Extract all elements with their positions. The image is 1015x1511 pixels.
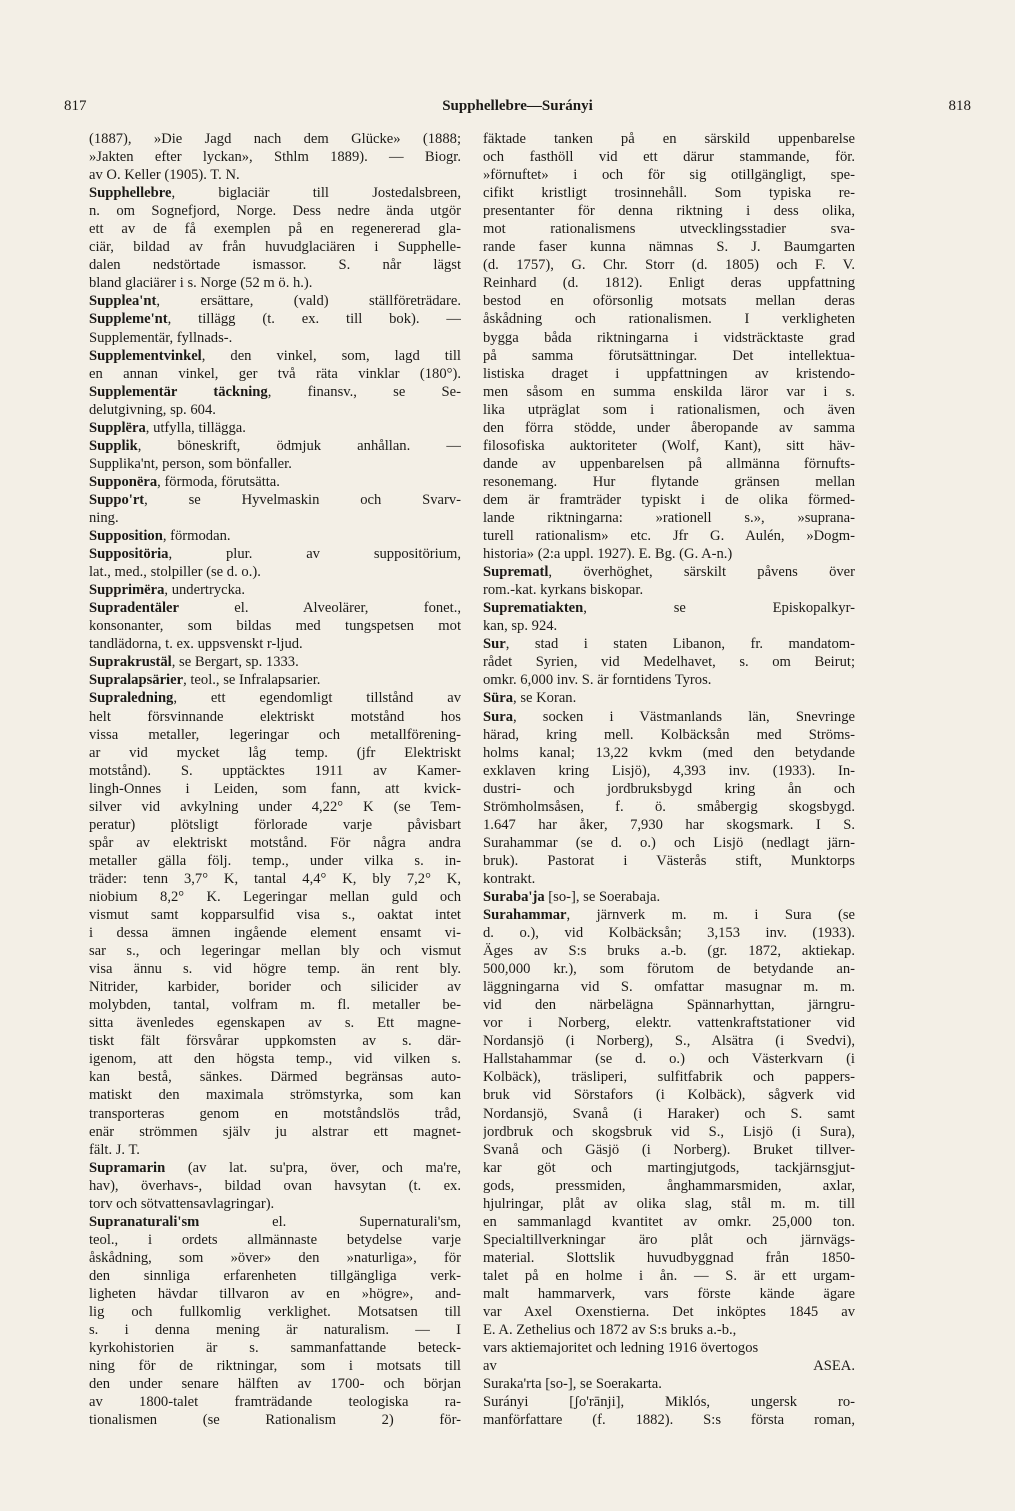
text-line: dem är framträder typiskt i de olika förmed- [483, 491, 855, 508]
text-line: den under senare hälften av 1700- och början [89, 1376, 461, 1393]
text-line: spår av elektriskt motstånd. För några andra [89, 834, 461, 851]
text-line: kontrakt. [483, 870, 536, 887]
text-line: jordbruk och skogsbruk vid S., Lisjö (i Sura), [483, 1123, 855, 1140]
text-line: Hallstahammar (se d. o.) och Västerkvarn (i [483, 1051, 855, 1068]
text-line: vissa metaller, legeringar och metallförening- [89, 726, 461, 743]
text-line: niobium 8,2° K. Legeringar mellan guld och [89, 888, 461, 905]
text-line: exklaven kring Lisjö), 4,393 inv. (1933). In- [483, 762, 855, 779]
text-line: molybden, tantal, volfram m. fl. metaller be- [89, 997, 461, 1014]
text-line: kyrkohistorien är s. sammanfattande beteck- [89, 1340, 461, 1357]
text-line: var Axel Oxenstierna. Det inköptes 1845 av [483, 1304, 855, 1321]
text-line: torv och sötvattensavlagringar). [89, 1195, 275, 1212]
text-line: härad, kring mell. Kolbäcksån med Ströms- [483, 726, 855, 743]
text-line: åskådning, som »över» den »naturliga», för [89, 1249, 461, 1266]
page-number-right: 818 [948, 98, 971, 114]
text-line: helt försvinnande elektriskt motstånd hos [89, 708, 461, 725]
text-line: matiskt den maximala strömstyrka, som kan [89, 1087, 461, 1104]
text-line: på samma förutsättningar. Det intellektua- [483, 347, 855, 364]
text-line: ciär, bildad av från huvudglaciären i Supphelle- [89, 239, 461, 256]
text-line: Nordansjö (i Norberg), S., Alsätra (i Svedvi), [483, 1033, 855, 1050]
text-line: mot rationalismens utvecklingsstadier sva- [483, 221, 855, 238]
text-line: Supphellebre, biglaciär till Jostedalsbreen, [89, 185, 461, 202]
text-line: lig och fullkomlig verklighet. Motsatsen till [89, 1304, 461, 1321]
text-line: bygga båda riktningarna i vidsträcktaste grad [483, 329, 855, 346]
text-line: hav), överhavs-, bildad ovan havsytan (t. ex. [89, 1177, 461, 1194]
left-column [89, 130, 461, 1429]
text-line: resonemang. Hur flytande gränsen mellan [483, 473, 855, 490]
text-line: bruk vid Sörstafors (i Kolbäck), sågverk vid [483, 1087, 855, 1104]
text-line: d. o.), vid Kolbäcksån; 3,153 inv. (1933). [483, 925, 855, 942]
text-line: Suppo'rt, se Hyvelmaskin och Svarv- [89, 491, 461, 508]
text-line: Specialtillverkningar äro plåt och järnvägs- [483, 1231, 855, 1248]
text-line: metaller gälla följ. temp., under vilka s. in- [89, 852, 461, 869]
text-line: fäktade tanken på en särskild uppenbarelse [483, 131, 855, 147]
text-line: åskådning och rationalismen. I verkligheten [483, 311, 855, 328]
text-line: Suprematl, överhöghet, särskilt påvens över [483, 564, 855, 581]
page-number-left: 817 [64, 98, 87, 114]
text-line: lika utpräglat som i rationalismen, och även [483, 401, 855, 418]
text-line: Sur, stad i staten Libanon, fr. mandatom- [483, 636, 855, 653]
text-line: en sammanlagd kvantitet av omkr. 25,000 ton. [483, 1213, 855, 1230]
text-line: tiskt fält försvårar uppkomsten av s. där- [89, 1033, 461, 1050]
text-line: vismut samt kopparsulfid visa s., oaktat intet [89, 907, 461, 924]
text-line: Sura, socken i Västmanlands län, Snevringe [483, 708, 855, 725]
text-line: av 1800-talet framträdande teologiska ra- [89, 1394, 461, 1411]
text-line: Supprimëra, undertrycka. [89, 582, 246, 599]
text-line: ligheten hävdar tillvaron av en »högre», and- [89, 1286, 461, 1302]
text-line: n. om Sognefjord, Norge. Dess nedre ända utgör [89, 203, 461, 220]
text-line: enär strömmen själv ju alstrar ett magnet- [89, 1123, 461, 1140]
text-line: Reinhard (d. 1812). Enligt deras uppfattning [483, 275, 855, 292]
text-line: lat., med., stolpiller (se d. o.). [89, 564, 261, 581]
text-line: Nitrider, karbider, borider och silicider av [89, 979, 461, 996]
text-line: Svanå och Gäsjö (i Norberg). Bruket tillver- [483, 1141, 855, 1158]
text-line: i dessa ämnen ingående element ensamt vi- [89, 925, 461, 942]
text-line: historia» (2:a uppl. 1927). E. Bg. (G. A-n.) [483, 546, 733, 563]
text-line: Surahammar, järnverk m. m. i Sura (se [483, 907, 855, 924]
running-title: Supphellebre—Surányi [442, 98, 593, 114]
text-line: den sinnliga erfarenheten tillgängliga verk- [89, 1267, 461, 1284]
text-line: rådet Syrien, vid Medelhavet, s. om Beirut; [483, 654, 855, 671]
text-line: Äges av S:s bruks a.-b. (gr. 1872, aktiekap. [483, 943, 855, 960]
text-line: hjulringar, plåt av olika slag, stål m. m. till [483, 1195, 855, 1212]
text-line: peratur) plötsligt förlorade varje påvisbart [89, 816, 461, 833]
text-line: av ASEA. [483, 1358, 855, 1375]
text-line: dustri- och jordbruksbygd kring ån och [483, 780, 855, 797]
text-line: ning. [89, 509, 119, 526]
text-line: rande faser kunna nämnas S. J. Baumgarten [483, 239, 855, 256]
text-line: den förra stödde, under åberopande av samma [483, 419, 855, 436]
text-line: konsonanter, som bildas med tungspetsen mot [89, 618, 461, 635]
text-line: vid den närbelägna Spännarhyttan, järngru- [483, 997, 855, 1014]
text-line: ar vid mycket låg temp. (jfr Elektriskt [89, 744, 461, 761]
text-line: holms kanal; 13,22 kvkm (med den betydande [483, 744, 855, 761]
text-line: 1.647 har åker, 7,930 har skogsmark. I S. [483, 816, 855, 833]
text-line: gods, pressmiden, ånghammarsmiden, axlar, [483, 1177, 855, 1194]
text-line: »förnuftet» i och för sig otillgängligt, spe- [483, 167, 855, 184]
text-line: bestod en oförsonlig motsats mellan deras [483, 293, 855, 310]
text-line: läggningarna vid S. omfattar masugnar m. m. [483, 979, 855, 996]
text-line: »Jakten efter lyckan», Sthlm 1889). — Biogr. [89, 149, 461, 166]
text-line: cifikt kristligt trosinnehåll. Som typiska re- [483, 185, 855, 202]
text-line: lingh-Onnes i Leiden, som fann, att kvick- [89, 780, 461, 797]
text-line: filosofiska auktoriteter (Wolf, Kant), sitt häv- [483, 437, 855, 454]
text-line: Suprematiakten, se Episkopalkyr- [483, 600, 855, 617]
text-line: sitta ävenledes egenskapen av s. Ett magne- [89, 1015, 461, 1032]
text-line: Strömholmsåsen, f. ö. småbergig skogsbygd. [483, 798, 855, 815]
text-line: Süra, se Koran. [483, 690, 577, 707]
text-line: Supralapsärier, teol., se Infralapsarier. [89, 672, 321, 689]
text-line: Nordansjö, Svanå (i Haraker) och S. samt [483, 1105, 855, 1122]
text-line: presentanter för denna riktning i dess olika, [483, 203, 855, 220]
text-line: dalen nedstörtade ismassor. S. når lägst [89, 257, 461, 274]
text-line: Supradentäler el. Alveolärer, fonet., [89, 600, 461, 617]
text-line: kan, sp. 924. [483, 618, 558, 635]
text-line: vor i Norberg, elektr. vattenkraftstationer vid [483, 1015, 855, 1032]
text-line: ett av de få exemplen på en regenererad gla- [89, 221, 461, 238]
text-line: teol., i ordets allmännaste betydelse varje [89, 1231, 461, 1248]
text-line: av O. Keller (1905). T. N. [89, 167, 240, 184]
text-line: Suraba'ja [so-], se Soerabaja. [483, 888, 661, 905]
text-line: malt hammarverk, vars förste kände ägare [483, 1286, 855, 1302]
text-line: Supplëra, utfylla, tillägga. [89, 419, 246, 436]
text-line: 500,000 kr.), som förutom de betydande an- [483, 961, 855, 978]
text-line: Supplementär, fyllnads-. [89, 329, 233, 346]
text-line: E. A. Zethelius och 1872 av S:s bruks a.-b., [483, 1322, 737, 1339]
text-line: bruk). Pastorat i Västerås stift, Munktorps [483, 852, 855, 869]
text-line: silver vid avkylning under 4,22° K (se Tem- [89, 798, 461, 815]
page-header [64, 98, 971, 122]
text-line: transporteras genom en motståndslös tråd, [89, 1105, 461, 1122]
text-line: Supplea'nt, ersättare, (vald) ställföreträdare. [89, 293, 461, 310]
text-line: tionalismen (se Rationalism 2) för- [89, 1412, 461, 1429]
text-line: Suraka'rta [so-], se Soerakarta. [483, 1376, 662, 1393]
text-line: Suppleme'nt, tillägg (t. ex. till bok). — [89, 311, 461, 328]
text-line: omkr. 6,000 inv. S. är forntidens Tyros. [483, 672, 712, 689]
text-line: Supplementvinkel, den vinkel, som, lagd till [89, 347, 461, 364]
text-line: Surányi [ʃo'rānji], Miklós, ungersk ro- [483, 1394, 855, 1411]
text-line: Surahammar (se d. o.) och Lisjö (nedlagt järn- [483, 834, 855, 851]
text-line: Supposition, förmodan. [89, 528, 231, 545]
text-line: Supraledning, ett egendomligt tillstånd av [89, 690, 461, 707]
text-line: Supplik, böneskrift, ödmjuk anhållan. — [89, 437, 461, 454]
text-line: lande riktningarna: »rationell s.», »suprana- [483, 509, 855, 526]
text-line: träder: tenn 3,7° K, tantal 4,4° K, bly 7,2° K, [89, 870, 461, 887]
text-line: Suprakrustäl, se Bergart, sp. 1333. [89, 654, 299, 671]
text-line: (d. 1757), G. Chr. Storr (d. 1805) och F. V. [483, 257, 855, 274]
text-line: manförfattare (f. 1882). S:s första roman, [483, 1412, 855, 1429]
text-line: Supplementär täckning, finansv., se Se- [89, 383, 461, 400]
text-line: kan bestå, sänkes. Därmed begränsas auto- [89, 1069, 461, 1086]
text-line: en annan vinkel, ger två räta vinklar (180°). [89, 365, 461, 382]
text-line: talet på en holme i ån. — S. är ett urgam- [483, 1267, 855, 1284]
text-line: men såsom en summa enskilda läror var i s. [483, 383, 855, 400]
text-line: s. i denna mening är naturalism. — I [89, 1322, 461, 1339]
text-line: bland glaciärer i s. Norge (52 m ö. h.). [89, 275, 313, 292]
text-line: (1887), »Die Jagd nach dem Glücke» (1888; [89, 131, 461, 147]
text-line: listiska draget i uppfattningen av kristendo- [483, 365, 855, 382]
text-line: motstånd). S. upptäcktes 1911 av Kamer- [89, 762, 461, 779]
text-line: Supramarin (av lat. su'pra, över, och ma're, [89, 1159, 461, 1176]
text-line: Supplika'nt, person, som bönfaller. [89, 455, 292, 472]
text-line: rom.-kat. kyrkans biskopar. [483, 582, 644, 599]
text-line: vars aktiemajoritet och ledning 1916 övertogos [483, 1340, 759, 1357]
text-line: Kolbäck), träsliperi, sulfitfabrik och pappers- [483, 1069, 855, 1086]
right-column [483, 130, 855, 1429]
text-line: turell rationalism» etc. Jfr G. Aulén, »Dogm- [483, 528, 855, 545]
text-line: kar göt och martingjutgods, tackjärnsgjut- [483, 1159, 855, 1176]
text-line: Supponëra, förmoda, förutsätta. [89, 473, 280, 490]
text-line: dande av uppenbarelsen på allmänna förnufts- [483, 455, 855, 472]
text-line: tandlädorna, t. ex. uppsvenskt r-ljud. [89, 636, 303, 653]
text-line: delutgivning, sp. 604. [89, 401, 216, 418]
text-line: material. Slottslik huvudbyggnad från 1850- [483, 1249, 855, 1266]
text-line: igenom, att den högsta temp., vid vilken s. [89, 1051, 461, 1068]
text-line: fält. J. T. [89, 1141, 140, 1158]
text-line: Suppositöria, plur. av suppositörium, [89, 546, 461, 563]
text-line: sar s., och legeringar mellan bly och vismut [89, 943, 461, 960]
text-line: visa ännu s. vid högre temp. än rent bly. [89, 961, 461, 978]
text-line: ning för de riktningar, som i motsats till [89, 1358, 461, 1375]
text-line: Supranaturali'sm el. Supernaturali'sm, [89, 1213, 461, 1230]
text-line: och fasthöll vid ett därur stammande, för. [483, 149, 855, 166]
